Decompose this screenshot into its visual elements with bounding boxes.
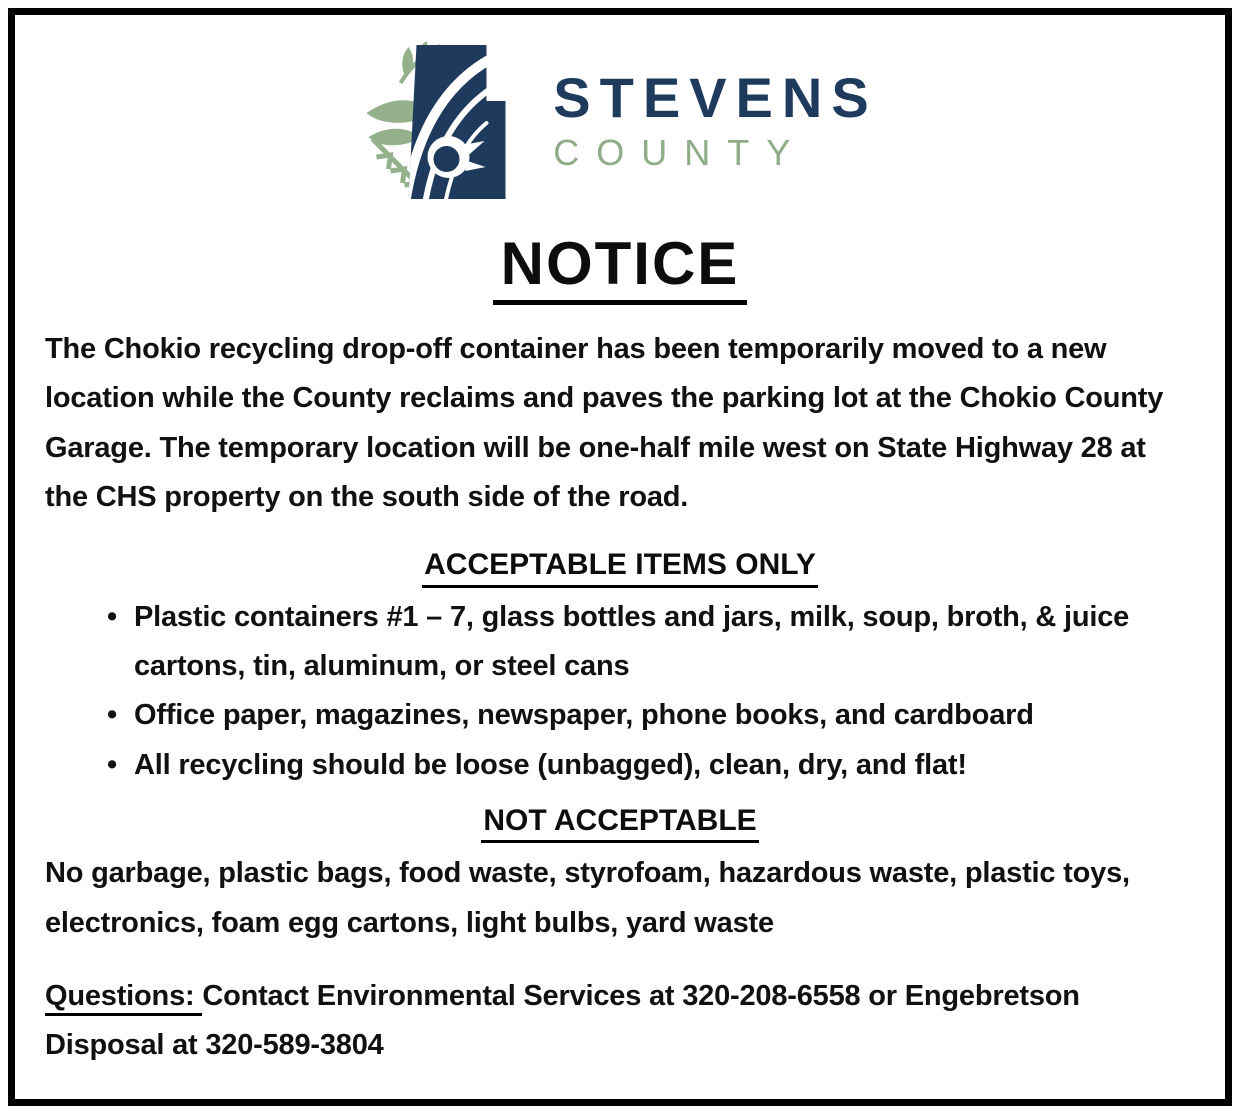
bullet-icon: • — [107, 699, 117, 732]
logo-name: STEVENS — [553, 66, 878, 130]
logo-county-label: COUNTY — [553, 132, 808, 174]
questions-label: Questions: — [45, 980, 202, 1016]
list-item-text: Office paper, magazines, newspaper, phone books, and cardboard — [134, 699, 1034, 732]
notice-border-frame — [8, 8, 1232, 1106]
county-logo-mark-icon — [362, 39, 537, 204]
not-acceptable-paragraph: No garbage, plastic bags, food waste, styrofoam, hazardous waste, plastic toys, electronics, foam egg cartons, light bulbs, yard waste — [45, 857, 1130, 939]
logo-wordmark — [553, 66, 878, 174]
questions-paragraph — [45, 972, 1195, 1071]
list-item — [107, 741, 1195, 790]
county-logo — [45, 37, 1195, 205]
intro-paragraph: The Chokio recycling drop-off container has been temporarily moved to a new location while the County reclaims and paves the parking lot at the Chokio County Garage. The temporary location will be one-half mile west on State Highway 28 at the CHS property on the south side of the road. — [45, 333, 1164, 513]
bullet-icon: • — [107, 600, 117, 633]
list-item-text: All recycling should be loose (unbagged), clean, dry, and flat! — [134, 748, 967, 781]
acceptable-list — [45, 593, 1195, 790]
bullet-icon: • — [107, 748, 117, 781]
list-item — [107, 691, 1195, 740]
list-item-text: Plastic containers #1 – 7, glass bottles and jars, milk, soup, broth, & juice cartons, tin, aluminum, or steel cans — [134, 600, 1130, 682]
not-acceptable-heading: NOT ACCEPTABLE — [45, 802, 1195, 844]
questions-text: Contact Environmental Services at 320-208-6558 or Engebretson Disposal at 320-589-3804 — [45, 979, 1080, 1062]
notice-title: NOTICE — [45, 231, 1195, 305]
acceptable-heading: ACCEPTABLE ITEMS ONLY — [45, 546, 1195, 588]
list-item — [107, 593, 1195, 692]
